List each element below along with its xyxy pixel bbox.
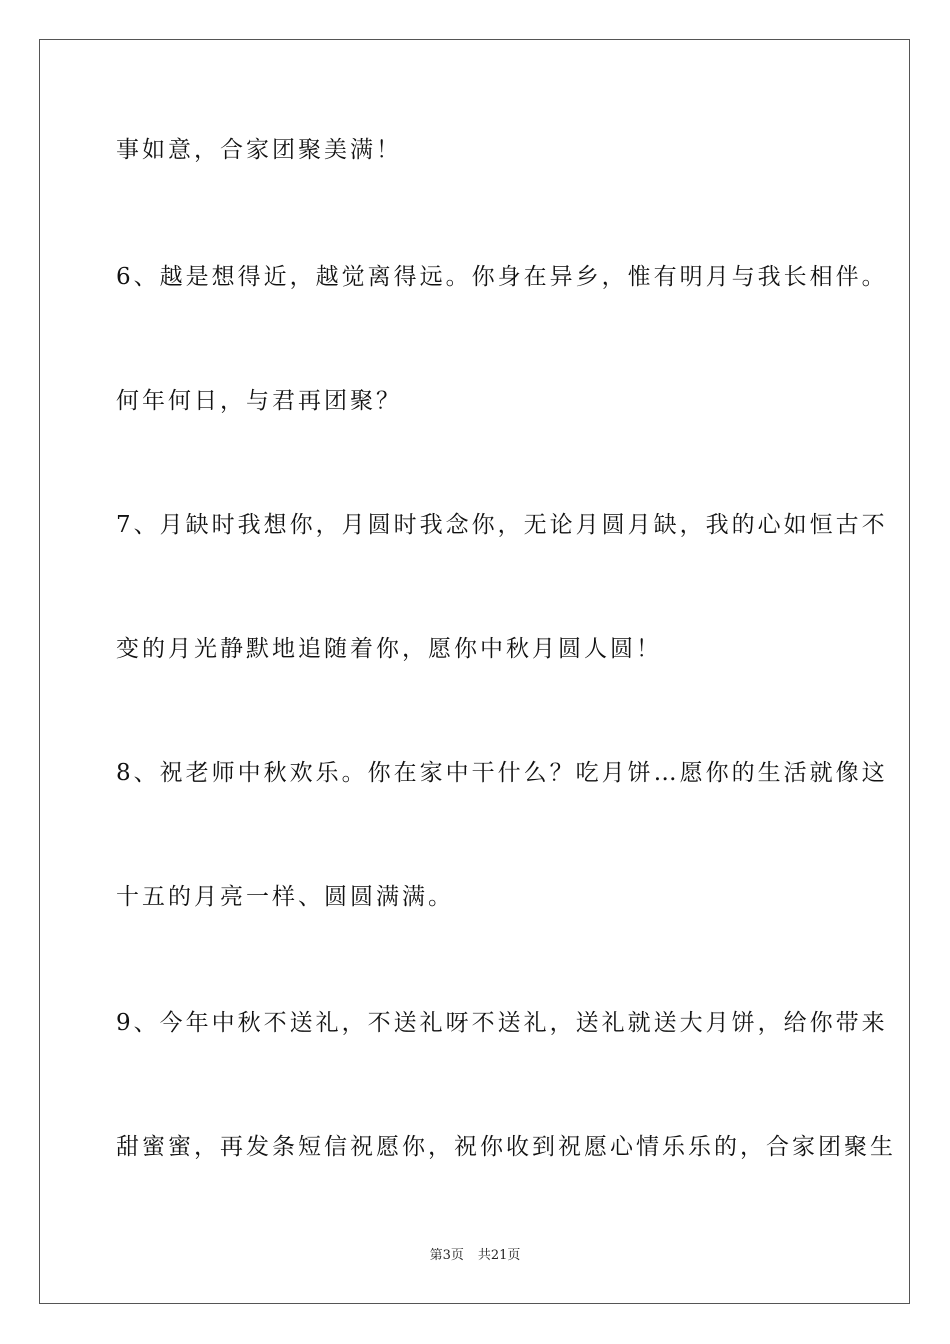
page-number: 第3页 [429, 1248, 464, 1263]
page-footer [0, 1247, 950, 1265]
text-line-7: 十五的月亮一样、圆圆满满。 [116, 884, 454, 910]
text-line-3: 何年何日，与君再团聚？ [116, 388, 402, 414]
text-line-1: 事如意，合家团聚美满！ [116, 137, 402, 163]
page-total: 共21页 [477, 1248, 521, 1263]
text-line-6: 8、祝老师中秋欢乐。你在家中干什么？吃月饼…愿你的生活就像这 [116, 760, 888, 786]
text-line-5: 变的月光静默地追随着你，愿你中秋月圆人圆！ [116, 636, 662, 662]
text-line-8: 9、今年中秋不送礼，不送礼呀不送礼，送礼就送大月饼，给你带来 [116, 1010, 888, 1036]
text-line-4: 7、月缺时我想你，月圆时我念你，无论月圆月缺，我的心如恒古不 [116, 512, 888, 538]
page-border [39, 39, 910, 1304]
text-line-9: 甜蜜蜜，再发条短信祝愿你，祝你收到祝愿心情乐乐的，合家团聚生 [116, 1134, 896, 1160]
text-line-2: 6、越是想得近，越觉离得远。你身在异乡，惟有明月与我长相伴。 [116, 264, 888, 290]
